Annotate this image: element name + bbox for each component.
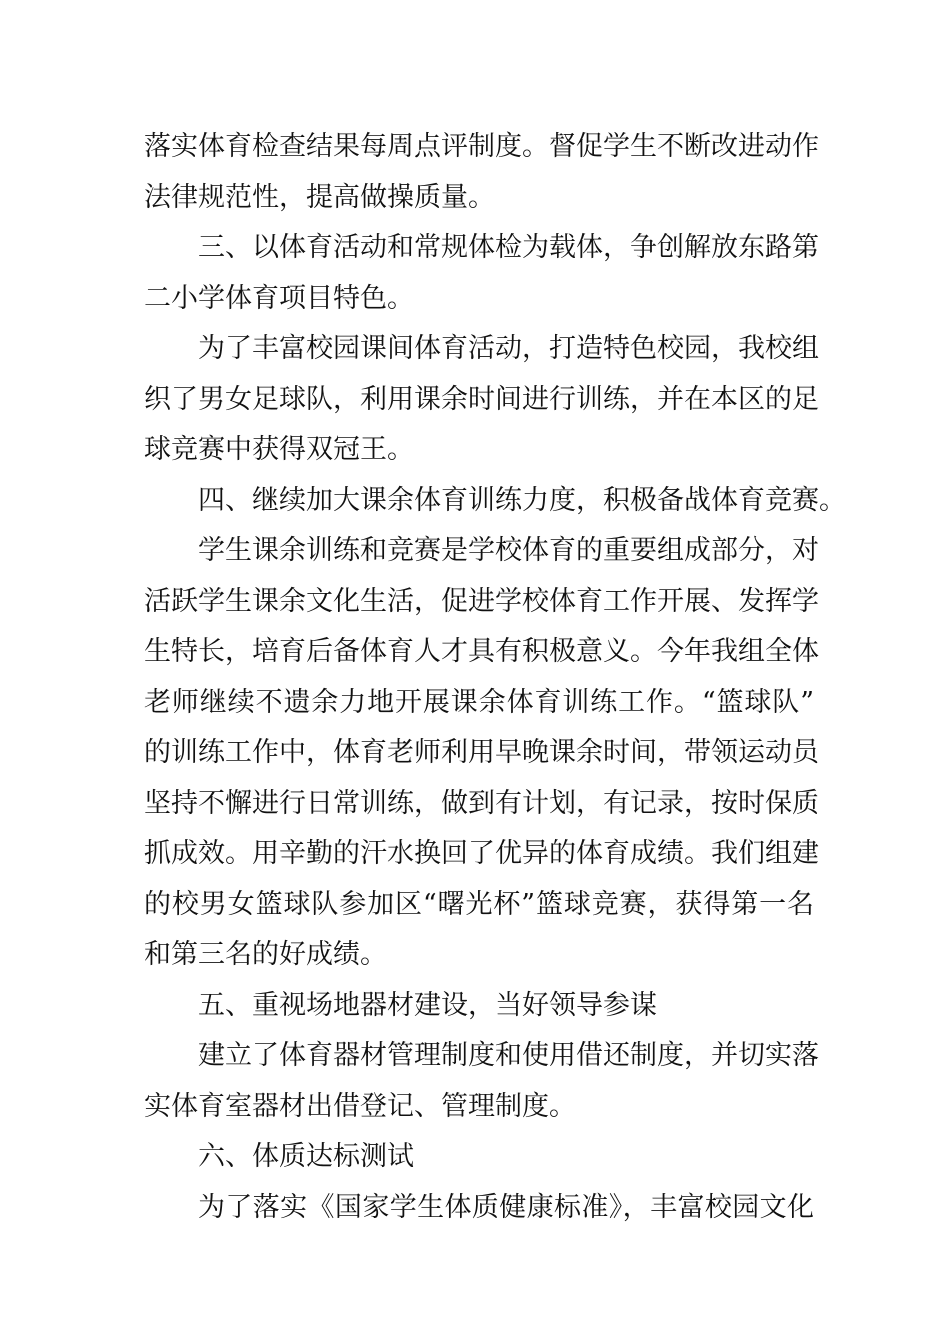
document-body (144, 122, 846, 1233)
text-line: 学生课余训练和竞赛是学校体育的重要组成部分，对 (198, 535, 819, 566)
text-line: 的训练工作中，体育老师利用早晚课余时间，带领运动员 (144, 737, 819, 768)
text-line: 和第三名的好成绩。 (144, 939, 387, 970)
text-line: 法律规范性，提高做操质量。 (144, 181, 495, 213)
text-line: 生特长，培育后备体育人才具有积极意义。今年我组全体 (144, 636, 819, 667)
text-line: 的校男女篮球队参加区“曙光杯”篮球竞赛，获得第一名 (144, 888, 814, 920)
section-heading-continued: 二小学体育项目特色。 (144, 282, 414, 314)
text-line: 抓成效。用辛勤的汗水换回了优异的体育成绩。我们组建 (144, 838, 819, 869)
text-line: 织了男女足球队，利用课余时间进行训练，并在本区的足 (144, 383, 819, 415)
text-line: 活跃学生课余文化生活，促进学校体育工作开展、发挥学 (144, 585, 819, 617)
section-heading: 六、体质达标测试 (198, 1141, 414, 1172)
text-line: 落实体育检查结果每周点评制度。督促学生不断改进动作 (144, 131, 819, 162)
text-line: 球竞赛中获得双冠王。 (144, 434, 414, 465)
text-line: 建立了体育器材管理制度和使用借还制度，并切实落 (198, 1040, 819, 1071)
text-line: 为了落实《国家学生体质健康标准》，丰富校园文化 (198, 1191, 814, 1223)
text-line: 为了丰富校园课间体育活动，打造特色校园，我校组 (198, 333, 819, 364)
section-heading: 四、继续加大课余体育训练力度，积极备战体育竞赛。 (198, 484, 846, 516)
text-line: 坚持不懈进行日常训练，做到有计划，有记录，按时保质 (144, 787, 819, 819)
section-heading: 五、重视场地器材建设，当好领导参谋 (198, 989, 657, 1021)
text-line: 实体育室器材出借登记、管理制度。 (144, 1090, 576, 1122)
text-line: 老师继续不遗余力地开展课余体育训练工作。“篮球队” (144, 686, 814, 718)
section-heading: 三、以体育活动和常规体检为载体，争创解放东路第 (198, 232, 819, 263)
